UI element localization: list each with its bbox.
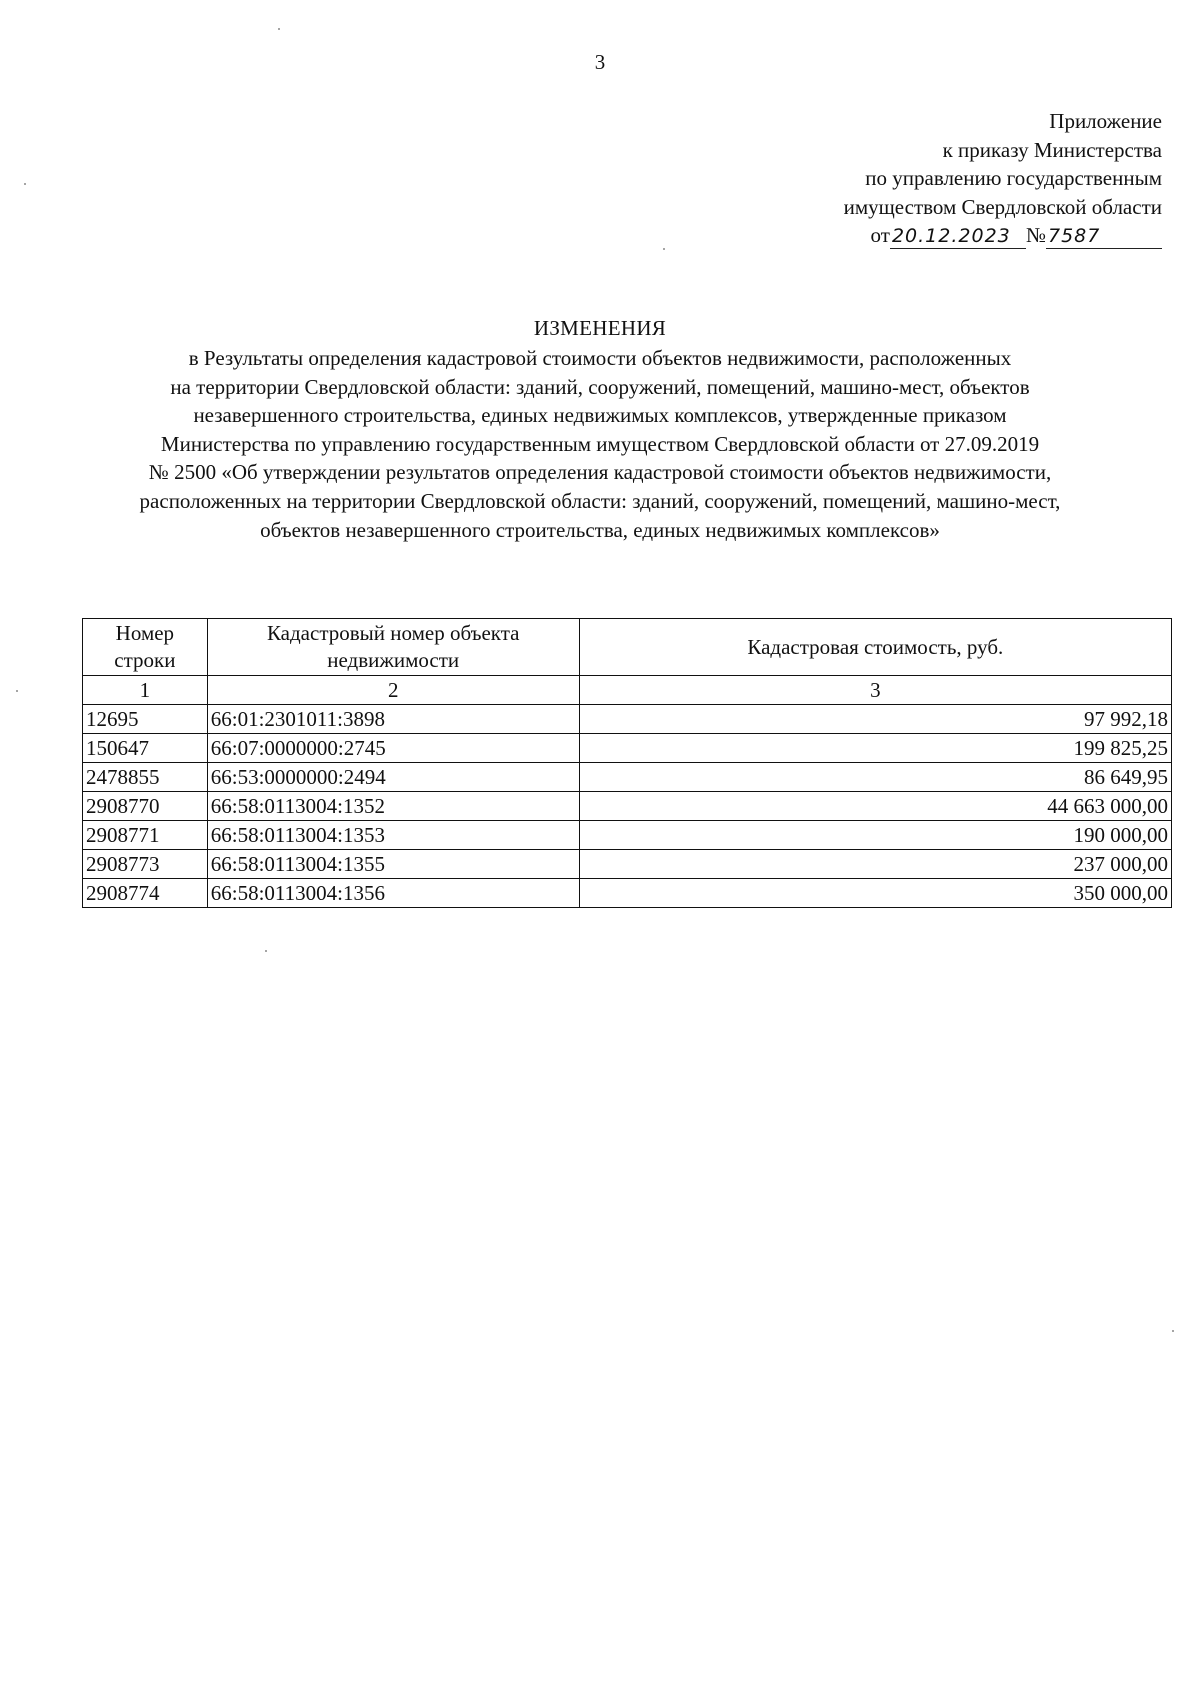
table-row <box>83 763 1172 792</box>
header-text: недвижимости <box>327 648 460 672</box>
date-prefix: от <box>870 223 890 247</box>
appendix-line: к приказу Министерства <box>942 137 1162 162</box>
header-text: Номер <box>115 621 175 645</box>
cell-cadastral-number: 66:58:0113004:1355 <box>207 850 579 879</box>
cadastral-table <box>82 618 1172 908</box>
scan-speck <box>663 248 665 250</box>
subtitle-line: № 2500 «Об утверждении результатов определения кадастровой стоимости объектов недвижимости, <box>148 460 1052 485</box>
cell-cadastral-number: 66:58:0113004:1352 <box>207 792 579 821</box>
subtitle-line: расположенных на территории Свердловской области: зданий, сооружений, помещений, машино-мест, <box>139 488 1061 513</box>
cell-cadastral-value: 44 663 000,00 <box>579 792 1171 821</box>
column-number: 1 <box>83 676 208 705</box>
appendix-order-line <box>602 221 1162 250</box>
scan-speck <box>278 28 280 30</box>
cell-cadastral-value: 237 000,00 <box>579 850 1171 879</box>
cell-cadastral-value: 350 000,00 <box>579 879 1171 908</box>
document-subtitle <box>80 344 1120 544</box>
header-cadastral-value: Кадастровая стоимость, руб. <box>579 619 1171 676</box>
header-cadastral-number <box>207 619 579 676</box>
scan-speck <box>265 950 267 952</box>
header-row-number <box>83 619 208 676</box>
table-row <box>83 850 1172 879</box>
page-number: 3 <box>594 50 606 74</box>
subtitle-line: на территории Свердловской области: зданий, сооружений, помещений, машино-мест, объектов <box>170 374 1030 399</box>
cell-row-number: 2908773 <box>83 850 208 879</box>
handwritten-date: 20.12.2023 <box>890 224 1026 249</box>
cell-row-number: 150647 <box>83 734 208 763</box>
cell-cadastral-number: 66:01:2301011:3898 <box>207 705 579 734</box>
scan-speck <box>24 183 26 185</box>
cell-row-number: 2908770 <box>83 792 208 821</box>
scan-speck <box>16 690 18 692</box>
cell-cadastral-value: 97 992,18 <box>579 705 1171 734</box>
cell-row-number: 2908774 <box>83 879 208 908</box>
cell-cadastral-number: 66:58:0113004:1353 <box>207 821 579 850</box>
appendix-block <box>602 107 1162 250</box>
subtitle-line: незавершенного строительства, единых недвижимых комплексов, утвержденные приказом <box>193 403 1007 428</box>
cell-cadastral-number: 66:58:0113004:1356 <box>207 879 579 908</box>
cell-cadastral-value: 86 649,95 <box>579 763 1171 792</box>
header-text: Кадастровый номер объекта <box>266 621 520 645</box>
table-row <box>83 705 1172 734</box>
number-prefix: № <box>1025 223 1046 247</box>
column-number: 2 <box>207 676 579 705</box>
table-row <box>83 734 1172 763</box>
appendix-line: имуществом Свердловской области <box>843 194 1162 219</box>
appendix-line: по управлению государственным <box>865 166 1162 190</box>
cell-cadastral-value: 199 825,25 <box>579 734 1171 763</box>
table-column-numbers-row <box>83 676 1172 705</box>
handwritten-number: 7587 <box>1046 224 1162 249</box>
table-header-row <box>83 619 1172 676</box>
cell-row-number: 2478855 <box>83 763 208 792</box>
document-title: ИЗМЕНЕНИЯ <box>533 316 667 340</box>
cell-cadastral-number: 66:53:0000000:2494 <box>207 763 579 792</box>
subtitle-line: в Результаты определения кадастровой стоимости объектов недвижимости, расположенных <box>188 346 1012 370</box>
appendix-line: Приложение <box>1049 109 1162 133</box>
cell-row-number: 12695 <box>83 705 208 734</box>
column-number: 3 <box>579 676 1171 705</box>
table-row <box>83 792 1172 821</box>
table-row <box>83 821 1172 850</box>
cell-row-number: 2908771 <box>83 821 208 850</box>
subtitle-line: объектов незавершенного строительства, единых недвижимых комплексов» <box>260 517 940 542</box>
cell-cadastral-value: 190 000,00 <box>579 821 1171 850</box>
table-row <box>83 879 1172 908</box>
header-text: строки <box>114 648 176 672</box>
scan-speck <box>1172 1330 1174 1332</box>
subtitle-line: Министерства по управлению государственным имуществом Свердловской области от 27.09.2019 <box>160 431 1040 456</box>
cell-cadastral-number: 66:07:0000000:2745 <box>207 734 579 763</box>
